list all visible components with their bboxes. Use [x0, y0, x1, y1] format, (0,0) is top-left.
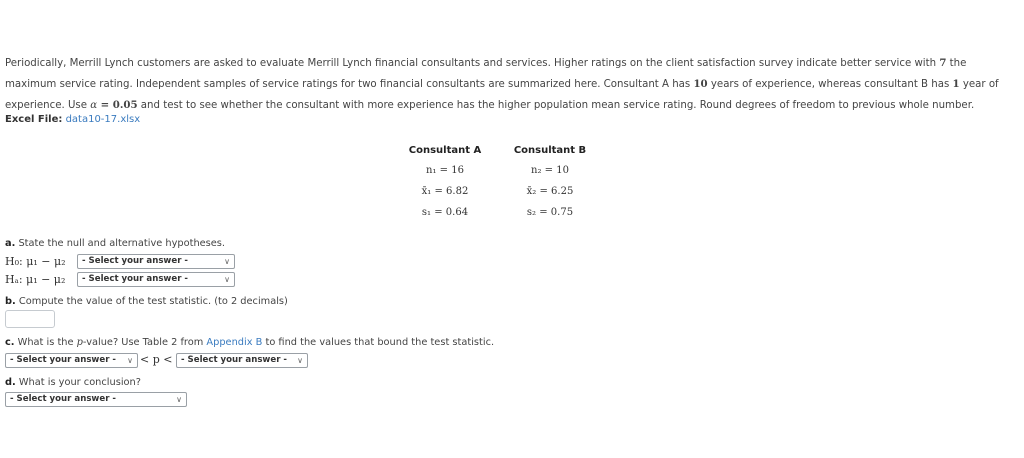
part-b-label: b. Compute the value of the test statistic. (to 2 decimals): [5, 296, 288, 307]
consultant-a-header: Consultant A: [408, 145, 482, 156]
consultant-a-n: n₁ = 16: [426, 165, 464, 176]
ha-select[interactable]: - Select your answer - ∨: [77, 272, 235, 287]
part-a-label: a. State the null and alternative hypotheses.: [5, 238, 226, 249]
p-value-lower-select[interactable]: - Select your answer - ∨: [5, 353, 138, 368]
alpha-value: = 0.05: [97, 99, 138, 111]
consultant-a-mean: x̄₁ = 6.82: [421, 186, 469, 197]
excel-label: Excel File:: [5, 114, 63, 125]
part-d-label: d. What is your conclusion?: [5, 377, 141, 388]
consultant-b-sd: s₂ = 0.75: [526, 207, 574, 218]
p-value-upper-select[interactable]: - Select your answer - ∨: [176, 353, 308, 368]
problem-statement: Periodically, Merrill Lynch customers are asked to evaluate Merrill Lynch financial consultants and services. Higher ratings on the client satisfaction survey indicate better service with 7 the maximum service rating. Independent samples of service ratings for two financial consultants are summarized here. Consultant A has 10 years of experience, whereas consultant B has 1 year of experience. Use α = 0.05 and test to see whether the consultant with more experience has the higher population mean service rating. Round degrees of freedom to previous whole number.: [5, 57, 999, 111]
excel-file-link[interactable]: data10-17.xlsx: [65, 114, 141, 125]
test-statistic-input[interactable]: [5, 310, 55, 328]
consultant-b-n: n₂ = 10: [531, 165, 569, 176]
consultant-b-column: [495, 144, 605, 227]
chevron-down-icon: ∨: [224, 275, 230, 284]
conclusion-select[interactable]: - Select your answer - ∨: [5, 392, 187, 407]
chevron-down-icon: ∨: [176, 395, 182, 404]
consultant-b-mean: x̄₂ = 6.25: [526, 186, 574, 197]
consultant-a-sd: s₁ = 0.64: [421, 207, 469, 218]
consultant-a-column: [390, 144, 500, 227]
ha-label: Hₐ: μ₁ − μ₂: [5, 273, 66, 286]
p-symbol: p: [76, 337, 83, 348]
excel-file-line: [5, 114, 140, 125]
years-a: 10: [693, 78, 708, 90]
appendix-link[interactable]: Appendix B: [206, 337, 263, 348]
chevron-down-icon: ∨: [127, 356, 133, 365]
part-c-label: c. What is the p-value? Use Table 2 from Appendix B to find the values that bound the test statistic.: [5, 337, 495, 348]
chevron-down-icon: ∨: [224, 257, 230, 266]
p-value-inequality: < p <: [140, 353, 173, 366]
years-b: 1: [952, 78, 960, 90]
chevron-down-icon: ∨: [297, 356, 303, 365]
alpha-symbol: α: [90, 100, 98, 111]
h0-select[interactable]: - Select your answer - ∨: [77, 254, 235, 269]
consultant-b-header: Consultant B: [513, 145, 587, 156]
h0-label: H₀: μ₁ − μ₂: [5, 255, 66, 268]
max-rating: 7: [939, 57, 947, 69]
